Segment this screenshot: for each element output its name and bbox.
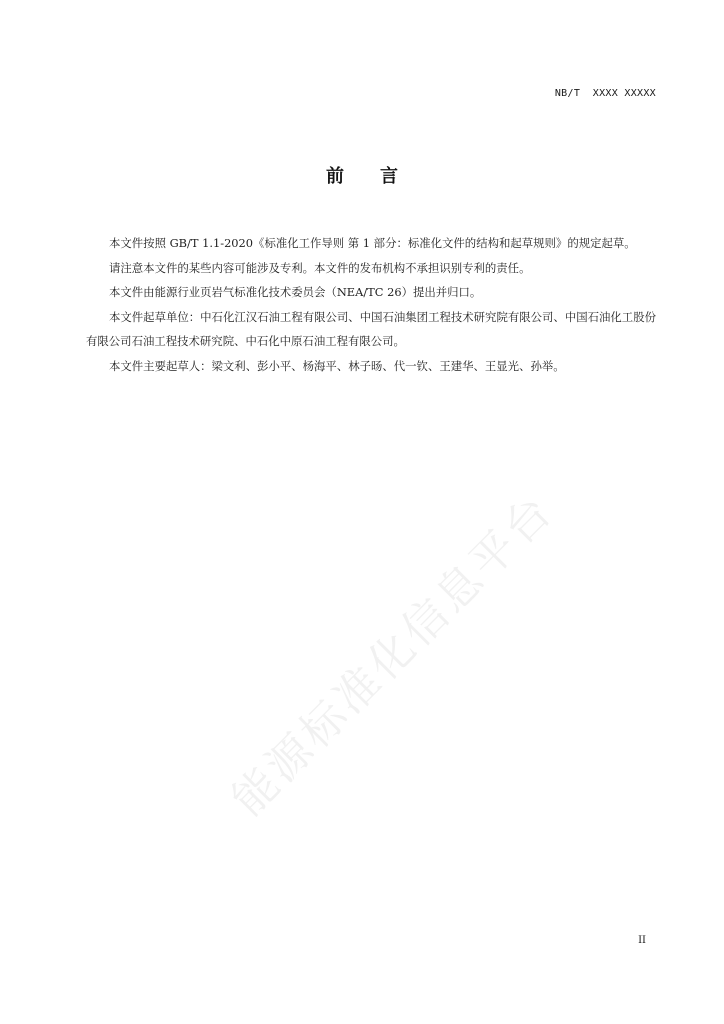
foreword-body [86, 231, 656, 378]
page-title: 前言 [326, 166, 434, 187]
paragraph-patent-notice: 请注意本文件的某些内容可能涉及专利。本文件的发布机构不承担识别专利的责任。 [109, 260, 531, 275]
paragraph-drafting-units: 本文件起草单位：中石化江汉石油工程有限公司、中国石油集团工程技术研究院有限公司、中国石油化工股份有限公司石油工程技术研究院、中石化中原石油工程有限公司。 [86, 309, 656, 348]
standard-code: NB/T XXXX XXXXX [554, 88, 656, 99]
paragraph-drafting-rules: 本文件按照 GB/T 1.1-2020《标准化工作导则 第 1 部分：标准化文件的结构和起草规则》的规定起草。 [109, 236, 636, 250]
paragraph-drafters: 本文件主要起草人：梁文利、彭小平、杨海平、林子旸、代一钦、王建华、王显光、孙举。 [109, 358, 565, 373]
paragraph-proposer: 本文件由能源行业页岩气标准化技术委员会（NEA/TC 26）提出并归口。 [109, 285, 482, 299]
page-number: II [638, 935, 646, 946]
watermark: 能源标准化信息平台 [222, 484, 564, 826]
